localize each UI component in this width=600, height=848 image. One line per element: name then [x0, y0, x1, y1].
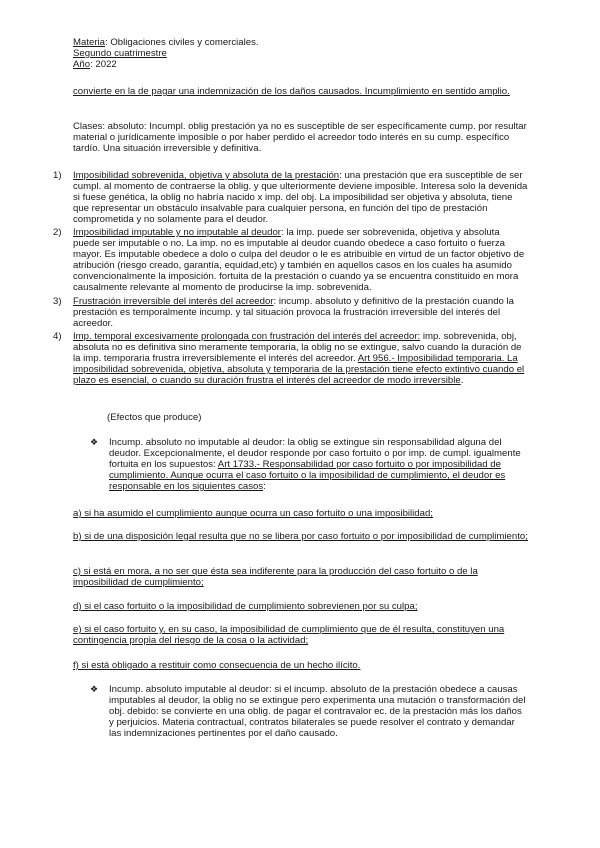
case-a: a) si ha asumido el cumplimiento aunque ocurra un caso fortuito o una imposibilidad;: [73, 508, 433, 519]
anio-value: : 2022: [90, 59, 117, 70]
bullet-no-imputable: [109, 437, 529, 492]
intro-paragraph: convierte en la de pagar una indemnización de los daños causados. Incumplimiento en sentido amplio.: [73, 86, 510, 97]
art-956-quote: Art 956.- Imposibilidad temporaria. La imposibilidad sobrevenida, objetiva, absoluta y temporaria de la prestación tiene efecto extintivo cuando el plazo es esencial, o cuando su duración frustra el interés del acreedor de modo irreversible: [73, 353, 525, 386]
anio-label: Año: [73, 59, 91, 70]
diamond-bullet-icon: ❖: [90, 437, 99, 447]
list-item-2-title: Imposibilidad imputable y no imputable al deudor: [73, 227, 281, 238]
list-item-4: [73, 331, 528, 386]
art-1733-quote: Art 1733.- Responsabilidad por caso fortuito o por imposibilidad de cumplimiento. Aunque ocurra el caso fortuito o la imposibilidad de cumplimiento, el deudor es responsable en los siguientes casos: [109, 459, 506, 492]
list-number-4: 4): [53, 331, 62, 342]
case-b: b) si de una disposición legal resulta que no se libera por caso fortuito o por imposibilidad de cumplimiento;: [73, 531, 528, 542]
list-item-3-title: Frustración irreversible del interés del acreedor: [73, 296, 274, 307]
materia-value: : Obligaciones civiles y comerciales.: [105, 37, 259, 48]
list-item-3-text: : incump. absoluto y definitivo de la prestación cuando la prestación es temporalmente incump. y tal situación provoca la frustración irreversible del interés del acreedor.: [73, 296, 515, 329]
header-anio: [73, 59, 553, 70]
bullet-1-end: :: [263, 481, 266, 492]
header-materia: [73, 37, 553, 48]
list-item-2: [73, 227, 528, 293]
efectos-heading: (Efectos que produce): [107, 412, 202, 423]
header-periodo: Segundo cuatrimestre: [73, 48, 167, 59]
bullet-1-text: Incump. absoluto no imputable al deudor: la oblig se extingue sin responsabilidad alguna del deudor. Excepcionalmente, el deudor responde por caso fortuito o por imp. de cumpl. igualmente fortuita en los supuestos:: [109, 437, 521, 470]
materia-label: Materia: [73, 37, 105, 48]
clases-paragraph: Clases: absoluto: Incumpl. oblig prestación ya no es susceptible de ser específicamente cump. por resultar material o jurídicamente imposible o por haber perdido el acreedor todo interés en su cump. específico tardío. Una situación irreversible y definitiva.: [73, 121, 527, 154]
list-item-1-text: : una prestación que era susceptible de ser cumpl. al momento de contraerse la oblig. y que ulteriormente deviene imposible. Interesa solo la devenida si fuese genética, la oblig no habría nacido x imp. del obj. La imposibilidad ser objetiva y absoluta, tiene que representar un obstáculo insalvable para cualquier persona, en función del tipo de prestación comprometida y no solamente para el deudor.: [73, 170, 528, 225]
list-item-4-title: Imp. temporal excesivamente prolongada con frustración del interés del acreedor:: [73, 331, 421, 342]
list-item-1-title: Imposibilidad sobrevenida, objetiva y absoluta de la prestación: [73, 170, 340, 181]
case-d: d) si el caso fortuito o la imposibilidad de cumplimiento sobrevienen por su culpa;: [73, 601, 418, 612]
list-number-2: 2): [53, 227, 62, 238]
list-number-3: 3): [53, 296, 62, 307]
list-item-1: [73, 170, 528, 225]
case-f: f) si está obligado a restituir como consecuencia de un hecho ilícito.: [73, 660, 361, 671]
list-item-4-text: imp. sobrevenida, obj, absoluta no es definitiva sino meramente temporaria, la oblig no se extingue, salvo cuando la duración de la imp. temporaria frustra irreversiblemente el interés del acreedor.: [73, 331, 522, 364]
list-number-1: 1): [53, 170, 62, 181]
list-item-2-text: : la imp. puede ser sobrevenida, objetiva y absoluta puede ser imputable o no. La imp. no es imputable al deudor cuando obedece a caso fortuito o fuerza mayor. Es imputable obedece a dolo o culpa del deudor o le es atribuible en virtud de un factor objetivo de atribución (riesgo creado, garantía, equidad,etc) y también en aquellos casos en los cuales ha asumido convencionalmente la imposición. fortuita de la prestación o cuando ya se encuentra constituido en mora causalmente relevante al momento de producirse la imp. sobrevenida.: [73, 227, 525, 293]
diamond-bullet-icon: ❖: [90, 684, 99, 694]
case-c: c) si está en mora, a no ser que ésta sea indiferente para la producción del caso fortuito o de la imposibilidad de cumplimiento;: [73, 566, 478, 588]
case-e: e) si el caso fortuito y, en su caso, la imposibilidad de cumplimiento que de él resulta, constituyen una contingencia propia del riesgo de la cosa o la actividad;: [73, 624, 505, 646]
list-item-4-end: .: [460, 375, 464, 386]
list-item-3: [73, 296, 528, 329]
bullet-imputable: Incump. absoluto imputable al deudor: si el incump. absoluto de la prestación obedece a causas imputables al deudor, la oblig no se extingue pero experimenta una mutación o transformación del obj. debido: se convierte en una oblig. de pagar el contravalor ec. de la prestación más los daños y perjuicios. Materia contractual, contratos bilaterales se puede resolver el contrato y demandar las indemnizaciones pertinentes por el daño causado.: [109, 684, 526, 739]
